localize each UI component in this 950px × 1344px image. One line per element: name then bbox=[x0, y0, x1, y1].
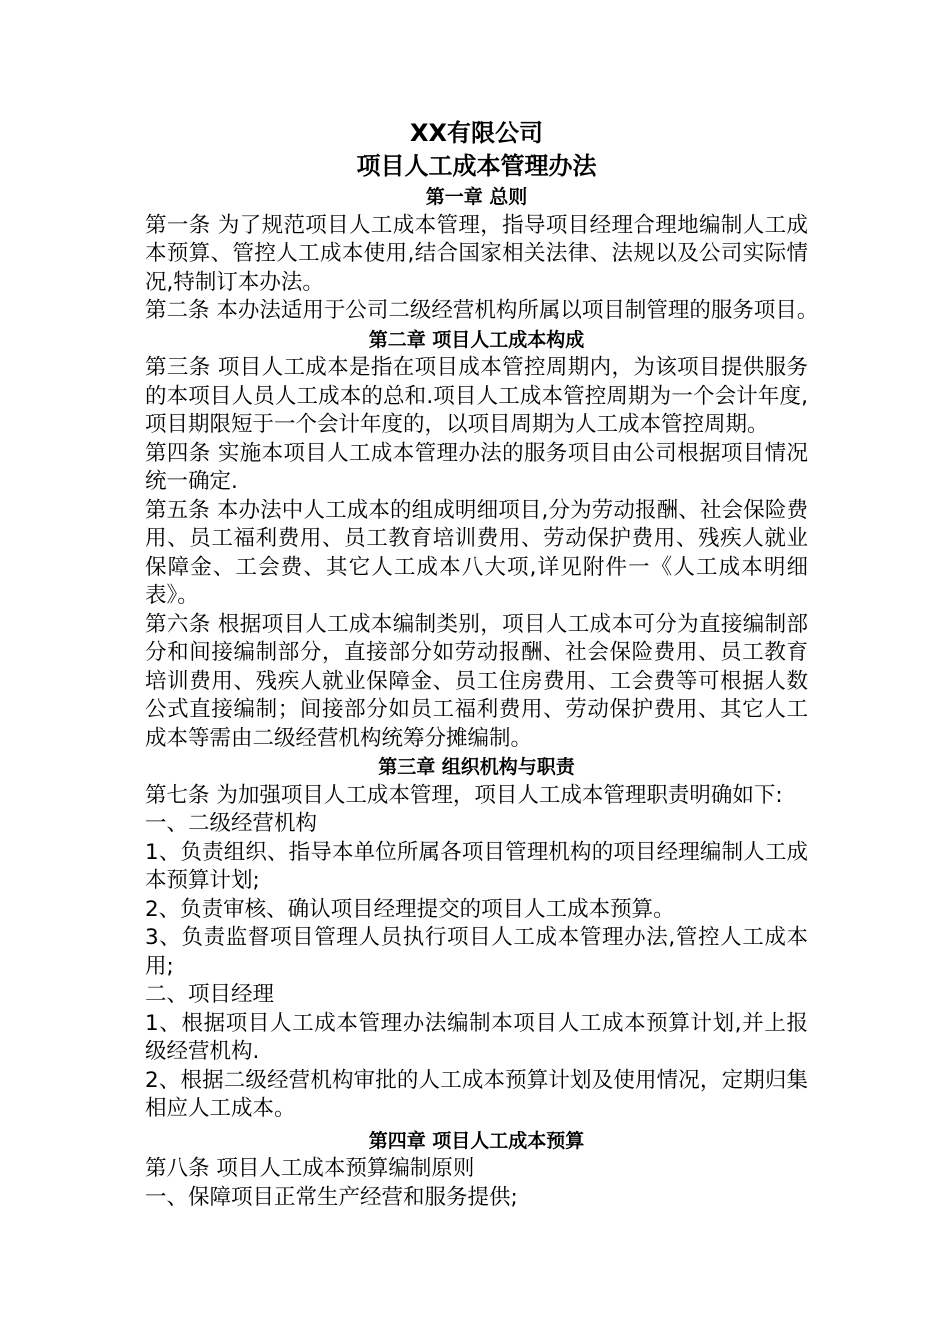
paragraph-line: 第七条 为加强项目人工成本管理，项目人工成本管理职责明确如下: bbox=[145, 782, 783, 808]
paragraph-line: 2、根据二级经营机构审批的人工成本预算计划及使用情况，定期归集 bbox=[145, 1067, 808, 1093]
company-title: XX有限公司 bbox=[409, 119, 543, 147]
chapter-heading: 第四章 项目人工成本预算 bbox=[368, 1129, 585, 1152]
paragraph-line: 本预算计划; bbox=[145, 868, 260, 893]
article-paragraph bbox=[145, 782, 808, 811]
paragraph-line: 表》。 bbox=[145, 583, 199, 608]
paragraph-line: 统一确定. bbox=[145, 469, 238, 494]
article-paragraph bbox=[145, 497, 808, 611]
article-paragraph bbox=[145, 1067, 808, 1124]
paragraph-line: 一、保障项目正常生产经营和服务提供; bbox=[145, 1184, 518, 1210]
paragraph-line: 第三条 项目人工成本是指在项目成本管控周期内，为该项目提供服务 bbox=[145, 355, 808, 380]
paragraph-line: 第六条 根据项目人工成本编制类别，项目人工成本可分为直接编制部 bbox=[145, 611, 808, 637]
paragraph-line: 第二条 本办法适用于公司二级经营机构所属以项目制管理的服务项目。 bbox=[145, 298, 819, 323]
article-paragraph bbox=[145, 924, 808, 981]
paragraph-line: 分和间接编制部分，直接部分如劳动报酬、社会保险费用、员工教育 bbox=[145, 640, 808, 665]
paragraph-line: 1、负责组织、指导本单位所属各项目管理机构的项目经理编制人工成 bbox=[145, 839, 808, 865]
paragraph-line: 第四条 实施本项目人工成本管理办法的服务项目由公司根据项目情况 bbox=[145, 440, 808, 466]
article-paragraph bbox=[145, 1155, 808, 1184]
paragraph-line: 第五条 本办法中人工成本的组成明细项目,分为劳动报酬、社会保险费 bbox=[145, 497, 808, 523]
paragraph-line: 培训费用、残疾人就业保障金、员工住房费用、工会费等可根据人数 bbox=[145, 668, 808, 694]
paragraph-line: 况,特制订本办法。 bbox=[145, 269, 324, 295]
article-paragraph bbox=[145, 611, 808, 754]
paragraph-line: 相应人工成本。 bbox=[145, 1096, 296, 1121]
article-paragraph bbox=[145, 810, 808, 839]
article-paragraph bbox=[145, 981, 808, 1010]
article-paragraph bbox=[145, 212, 808, 298]
paragraph-line: 1、根据项目人工成本管理办法编制本项目人工成本预算计划,并上报 bbox=[145, 1010, 808, 1036]
paragraph-line: 第八条 项目人工成本预算编制原则 bbox=[145, 1156, 475, 1181]
article-paragraph bbox=[145, 839, 808, 896]
paragraph-line: 用、员工福利费用、员工教育培训费用、劳动保护费用、残疾人就业 bbox=[145, 526, 808, 551]
article-paragraph bbox=[145, 1010, 808, 1067]
article-paragraph bbox=[145, 1184, 808, 1213]
article-paragraph bbox=[145, 354, 808, 440]
paragraph-line: 的本项目人员人工成本的总和.项目人工成本管控周期为一个会计年度, bbox=[145, 383, 808, 409]
chapter-heading: 第二章 项目人工成本构成 bbox=[368, 328, 585, 351]
paragraph-line: 一、二级经营机构 bbox=[145, 811, 318, 836]
paragraph-line: 级经营机构. bbox=[145, 1039, 260, 1064]
chapter-heading: 第一章 总则 bbox=[425, 186, 528, 208]
article-paragraph bbox=[145, 896, 808, 925]
paragraph-line: 本预算、管控人工成本使用,结合国家相关法律、法规以及公司实际情 bbox=[145, 241, 808, 266]
paragraph-line: 用; bbox=[145, 953, 174, 979]
document-page bbox=[145, 117, 819, 1212]
document-title: 项目人工成本管理办法 bbox=[356, 152, 597, 180]
paragraph-line: 公式直接编制；间接部分如员工福利费用、劳动保护费用、其它人工 bbox=[145, 697, 808, 722]
paragraph-line: 保障金、工会费、其它人工成本八大项,详见附件一《人工成本明细 bbox=[145, 554, 808, 580]
document-body bbox=[145, 183, 819, 1212]
article-paragraph bbox=[145, 297, 819, 326]
paragraph-line: 3、负责监督项目管理人员执行项目人工成本管理办法,管控人工成本 bbox=[145, 925, 808, 950]
paragraph-line: 二、项目经理 bbox=[145, 982, 275, 1007]
article-paragraph bbox=[145, 440, 808, 497]
paragraph-line: 成本等需由二级经营机构统筹分摊编制。 bbox=[145, 725, 533, 751]
paragraph-line: 第一条 为了规范项目人工成本管理，指导项目经理合理地编制人工成 bbox=[145, 212, 808, 238]
paragraph-line: 项目期限短于一个会计年度的，以项目周期为人工成本管控周期。 bbox=[145, 412, 769, 437]
paragraph-line: 2、负责审核、确认项目经理提交的项目人工成本预算。 bbox=[145, 896, 675, 922]
chapter-heading: 第三章 组织机构与职责 bbox=[378, 756, 575, 778]
